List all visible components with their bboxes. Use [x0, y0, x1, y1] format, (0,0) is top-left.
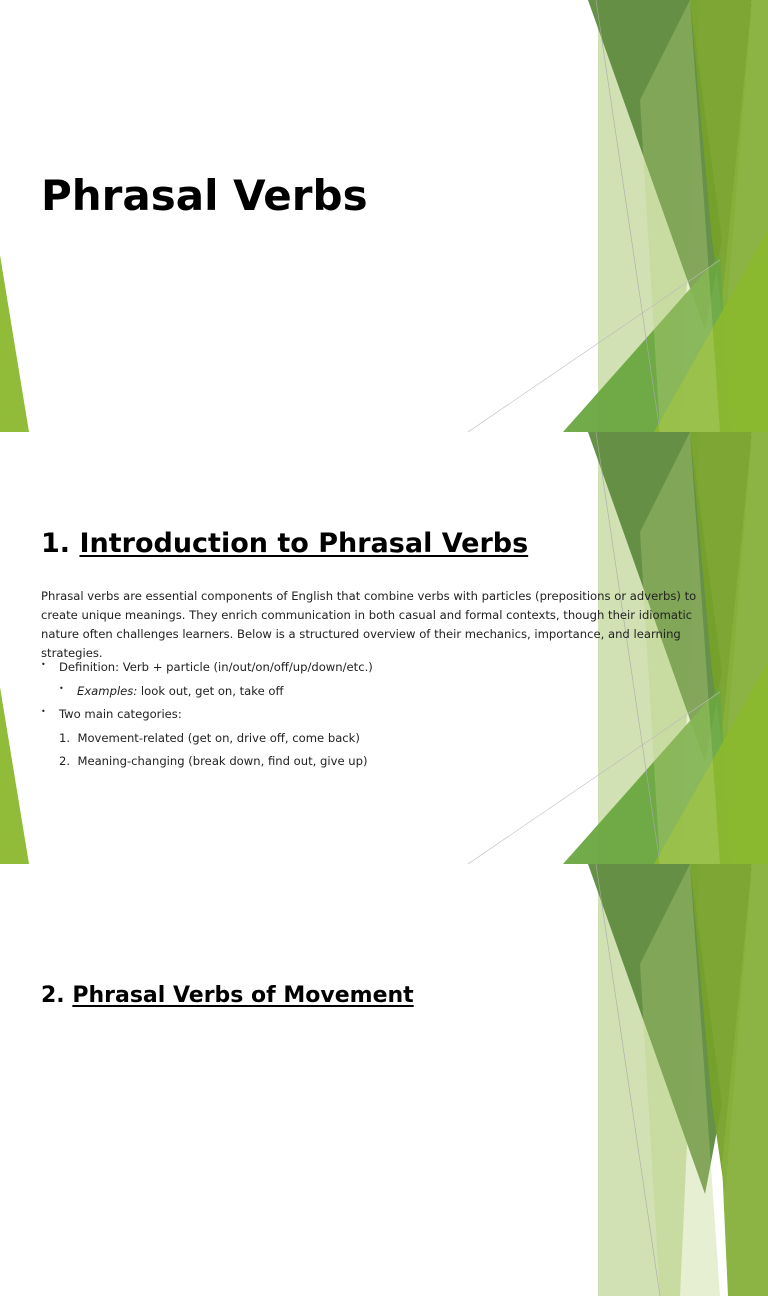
green-triangle-decoration [0, 864, 768, 1296]
title-slide [0, 0, 768, 432]
section-number: 2. [41, 983, 65, 1008]
category-1-text: Movement-related (get on, drive off, come back) [77, 730, 360, 745]
category-1-number: 1. [59, 730, 71, 745]
intro-paragraph: Phrasal verbs are essential components of English that combine verbs with particles (prepositions or adverbs) to create unique meanings. They enrich communication in both casual and formal contexts, though their idiomatic nature often challenges learners. Below is a structured overview of their mechanics, importance, and learning strategies. [41, 589, 697, 660]
list-item-definition [41, 656, 373, 680]
examples-label: Examples: [77, 683, 138, 698]
bullet-dot: • [59, 683, 64, 693]
examples-text: look out, get on, take off [137, 683, 284, 698]
category-2-text: Meaning-changing (break down, find out, give up) [77, 754, 368, 768]
list-item-categories [41, 703, 373, 727]
bullet-dot: • [41, 707, 46, 716]
list-item-category-2 [41, 750, 373, 774]
list-item-category-1 [41, 727, 373, 751]
categories-text: Two main categories: [59, 707, 182, 721]
bullet-dot: • [41, 660, 46, 669]
definition-text: Definition: Verb + particle (in/out/on/off/up/down/etc.) [59, 660, 373, 674]
intro-slide [0, 432, 768, 864]
section-title: Phrasal Verbs of Movement [72, 983, 414, 1008]
bullet-list [41, 656, 373, 774]
left-accent-triangle [0, 687, 29, 864]
presentation-title: Phrasal Verbs [41, 171, 368, 220]
section-heading [41, 527, 528, 561]
section-title: Introduction to Phrasal Verbs [79, 528, 529, 559]
left-accent-triangle [0, 255, 29, 432]
list-item-examples [41, 680, 373, 704]
movement-slide [0, 864, 768, 1296]
section-heading [41, 979, 414, 1013]
section-number: 1. [41, 528, 71, 559]
category-2-number: 2. [59, 754, 71, 768]
